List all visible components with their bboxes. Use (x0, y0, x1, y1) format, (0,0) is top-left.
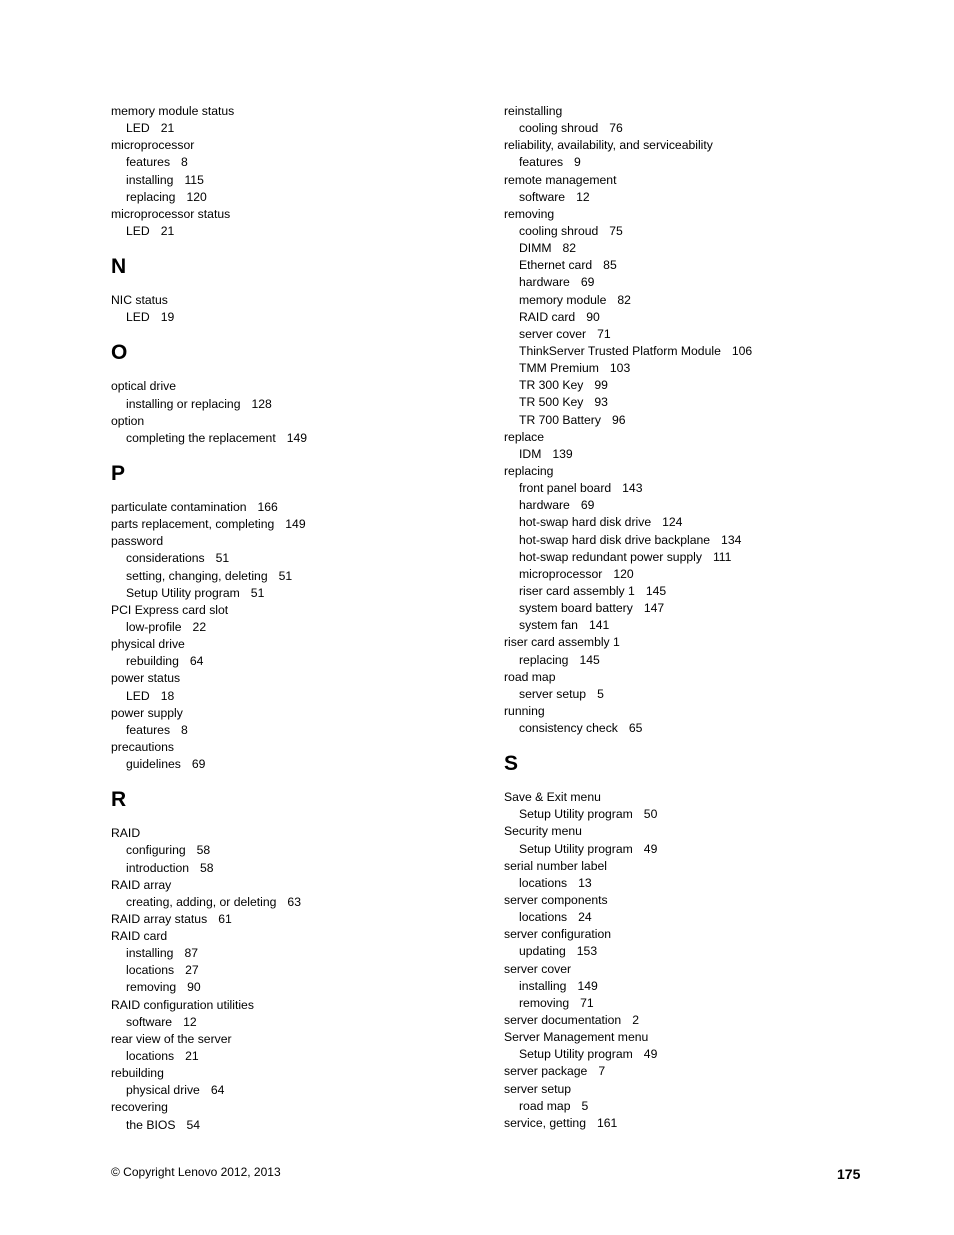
page-reference: 96 (611, 412, 626, 427)
page-reference: 147 (643, 601, 665, 616)
index-term: hot-swap redundant power supply (519, 549, 702, 564)
index-subentry (504, 343, 884, 360)
page-reference: 65 (628, 721, 643, 736)
page-reference: 12 (576, 189, 590, 204)
index-subentry (111, 860, 491, 877)
page-reference: 87 (184, 946, 198, 961)
index-term: precautions (111, 739, 175, 754)
index-entry (111, 378, 491, 395)
index-subentry (111, 223, 491, 240)
index-term: server setup (519, 686, 587, 701)
index-entry (111, 877, 491, 894)
index-subentry (111, 756, 491, 773)
index-term: updating (519, 944, 566, 959)
index-subentry (504, 377, 884, 394)
index-term: Server Management menu (504, 1030, 649, 1045)
index-term: RAID card (111, 929, 168, 944)
page-reference: 51 (278, 568, 293, 583)
index-term: DIMM (519, 241, 552, 256)
index-entry (504, 961, 884, 978)
page-reference: 143 (622, 481, 643, 496)
page-reference: 149 (577, 978, 598, 993)
page-reference: 149 (286, 430, 308, 445)
index-entry (111, 292, 491, 309)
index-term: NIC status (111, 293, 168, 308)
page-reference: 21 (160, 223, 175, 238)
index-entry (504, 1063, 884, 1080)
index-subentry (504, 720, 884, 737)
page-reference: 82 (562, 241, 577, 256)
index-term: microprocessor (519, 566, 603, 581)
index-term: server configuration (504, 927, 612, 942)
index-entry (111, 533, 491, 550)
page-reference: 75 (609, 223, 623, 238)
index-subentry (504, 240, 884, 257)
index-term: creating, adding, or deleting (126, 894, 277, 909)
index-subentry (111, 172, 491, 189)
index-term: server cover (504, 961, 572, 976)
index-subentry (111, 688, 491, 705)
index-column-left (111, 103, 491, 1134)
index-term: microprocessor status (111, 206, 231, 221)
page-reference: 111 (712, 549, 732, 564)
page-reference: 120 (186, 189, 207, 204)
page-reference: 71 (597, 326, 611, 341)
page-reference: 64 (189, 654, 204, 669)
index-term: cooling shroud (519, 121, 599, 136)
index-entry (111, 1099, 491, 1116)
index-term: locations (519, 875, 568, 890)
index-entry (111, 103, 491, 120)
index-term: RAID array status (111, 911, 208, 926)
index-term: LED (126, 121, 150, 136)
index-term: TMM Premium (519, 361, 599, 376)
index-subentry (504, 875, 884, 892)
page-reference: 19 (160, 310, 175, 325)
page-reference: 153 (576, 944, 598, 959)
index-subentry (504, 652, 884, 669)
index-subentry (504, 274, 884, 291)
index-subentry (504, 549, 884, 566)
page-reference: 85 (603, 258, 617, 273)
index-term: replace (504, 429, 544, 444)
index-entry (111, 705, 491, 722)
index-term: optical drive (111, 379, 177, 394)
index-entry (504, 634, 884, 651)
page-reference: 9 (574, 155, 581, 170)
page-reference: 63 (287, 894, 301, 909)
page-reference: 93 (594, 395, 608, 410)
index-subentry (504, 1046, 884, 1063)
index-subentry (111, 653, 491, 670)
index-term: removing (504, 206, 555, 221)
index-term: RAID card (519, 309, 576, 324)
index-term: hardware (519, 498, 570, 513)
index-term: RAID (111, 826, 141, 841)
index-term: the BIOS (126, 1117, 176, 1132)
index-term: power supply (111, 705, 183, 720)
index-subentry (504, 514, 884, 531)
page-reference: 49 (643, 841, 658, 856)
index-subentry (504, 532, 884, 549)
index-subentry (111, 154, 491, 171)
index-subentry (504, 909, 884, 926)
index-term: features (126, 155, 171, 170)
page-reference: 13 (578, 875, 592, 890)
index-subentry (504, 446, 884, 463)
page-reference: 54 (186, 1117, 201, 1132)
index-term: removing (126, 980, 177, 995)
index-term: riser card assembly 1 (519, 583, 635, 598)
index-entry (504, 703, 884, 720)
index-term: password (111, 534, 164, 549)
index-entry (504, 789, 884, 806)
index-term: installing or replacing (126, 396, 241, 411)
page-reference: 58 (196, 843, 211, 858)
index-subentry (504, 978, 884, 995)
index-subentry (111, 1048, 491, 1065)
index-term: physical drive (111, 637, 185, 652)
index-term: memory module (519, 292, 607, 307)
index-subentry (111, 979, 491, 996)
index-subentry (504, 617, 884, 634)
page-reference: 166 (257, 499, 278, 514)
page-reference: 51 (250, 585, 265, 600)
index-entry (111, 911, 491, 928)
index-term: hardware (519, 275, 570, 290)
page-reference: 139 (552, 446, 573, 461)
index-entry (111, 1031, 491, 1048)
index-term: replacing (126, 189, 176, 204)
page-reference: 71 (580, 995, 594, 1010)
index-term: server setup (504, 1081, 572, 1096)
index-term: guidelines (126, 757, 181, 772)
page-reference: 12 (183, 1014, 197, 1029)
index-subentry (111, 568, 491, 585)
index-term: features (126, 722, 171, 737)
index-term: introduction (126, 860, 190, 875)
index-subentry (504, 1098, 884, 1115)
index-term: road map (519, 1098, 571, 1113)
index-term: server package (504, 1064, 588, 1079)
index-term: consistency check (519, 721, 618, 736)
index-term: microprocessor (111, 138, 195, 153)
index-term: locations (126, 1049, 175, 1064)
index-term: Save & Exit menu (504, 790, 601, 805)
page-reference: 50 (643, 807, 658, 822)
index-entry (111, 636, 491, 653)
section-letter: P (111, 461, 126, 485)
index-subentry (504, 189, 884, 206)
index-subentry (111, 189, 491, 206)
index-subentry (504, 257, 884, 274)
page-reference: 103 (609, 361, 631, 376)
index-subentry (504, 292, 884, 309)
index-entry (504, 137, 884, 154)
index-term: Setup Utility program (126, 585, 240, 600)
index-entry (504, 1012, 884, 1029)
index-entry (504, 892, 884, 909)
index-subentry (504, 841, 884, 858)
page-number: 175 (837, 1166, 861, 1182)
index-entry (504, 823, 884, 840)
page-reference: 128 (251, 396, 272, 411)
index-entry (111, 206, 491, 223)
index-subentry (111, 894, 491, 911)
index-subentry (504, 600, 884, 617)
index-subentry (111, 550, 491, 567)
index-subentry (504, 412, 884, 429)
page-reference: 51 (215, 551, 230, 566)
page-reference: 8 (181, 722, 188, 737)
page-reference: 90 (187, 980, 201, 995)
index-term: reliability, availability, and serviceability (504, 138, 713, 153)
index-term: removing (519, 995, 570, 1010)
index-term: remote management (504, 172, 617, 187)
index-entry (111, 137, 491, 154)
index-term: rebuilding (111, 1066, 164, 1081)
page-reference: 134 (721, 532, 742, 547)
index-term: physical drive (126, 1083, 200, 1098)
section-letter: S (504, 752, 519, 776)
index-entry (111, 413, 491, 430)
page-reference: 21 (185, 1049, 199, 1064)
index-term: Setup Utility program (519, 1047, 633, 1062)
index-term: running (504, 703, 545, 718)
index-term: service, getting (504, 1115, 586, 1130)
index-subentry (504, 394, 884, 411)
index-term: configuring (126, 843, 186, 858)
index-subentry (504, 566, 884, 583)
page-reference: 49 (643, 1047, 658, 1062)
page-reference: 161 (596, 1115, 618, 1130)
index-entry (504, 926, 884, 943)
page-reference: 141 (588, 618, 610, 633)
index-subentry (504, 686, 884, 703)
page-reference: 99 (594, 378, 608, 393)
index-subentry (504, 806, 884, 823)
page-reference: 124 (662, 515, 683, 530)
index-term: server cover (519, 326, 587, 341)
section-letter: R (111, 788, 127, 812)
index-term: LED (126, 223, 150, 238)
index-term: locations (126, 963, 175, 978)
index-subentry (111, 396, 491, 413)
index-entry (504, 669, 884, 686)
index-term: serial number label (504, 858, 607, 873)
index-entry (111, 670, 491, 687)
index-term: recovering (111, 1100, 168, 1115)
index-subentry (111, 1082, 491, 1099)
index-term: reinstalling (504, 104, 563, 118)
section-letter: N (111, 255, 127, 279)
index-term: software (126, 1014, 173, 1029)
page-reference: 58 (200, 860, 214, 875)
index-term: replacing (504, 463, 554, 478)
page-reference: 5 (581, 1098, 589, 1113)
index-term: considerations (126, 551, 205, 566)
page-reference: 90 (586, 309, 600, 324)
index-subentry (504, 480, 884, 497)
page-reference: 145 (645, 583, 667, 598)
index-subentry (504, 326, 884, 343)
index-term: ThinkServer Trusted Platform Module (519, 343, 721, 358)
index-term: rear view of the server (111, 1031, 232, 1046)
index-term: cooling shroud (519, 223, 599, 238)
index-subentry (504, 583, 884, 600)
page-reference: 7 (598, 1064, 606, 1079)
index-subentry (111, 1014, 491, 1031)
index-subentry (111, 120, 491, 137)
index-entry (504, 463, 884, 480)
page-reference: 82 (617, 292, 631, 307)
page-reference: 24 (578, 910, 592, 925)
index-term: RAID configuration utilities (111, 997, 254, 1012)
section-letter: O (111, 341, 128, 365)
index-subentry (504, 995, 884, 1012)
index-entry (504, 429, 884, 446)
index-term: particulate contamination (111, 499, 247, 514)
index-subentry (111, 309, 491, 326)
page-reference: 64 (210, 1083, 225, 1098)
index-term: installing (126, 946, 174, 961)
index-subentry (111, 619, 491, 636)
index-entry (504, 1115, 884, 1132)
index-entry (111, 997, 491, 1014)
page-reference: 115 (184, 172, 204, 187)
index-term: low-profile (126, 619, 182, 634)
index-entry (111, 602, 491, 619)
index-subentry (504, 120, 884, 137)
index-term: RAID array (111, 877, 172, 892)
index-term: software (519, 189, 566, 204)
index-term: front panel board (519, 481, 612, 496)
index-subentry (111, 585, 491, 602)
index-term: server documentation (504, 1013, 622, 1028)
index-term: installing (126, 172, 174, 187)
index-entry (111, 739, 491, 756)
index-term: option (111, 413, 145, 428)
index-term: TR 500 Key (519, 395, 584, 410)
index-term: system board battery (519, 601, 633, 616)
page-reference: 69 (580, 498, 595, 513)
index-term: road map (504, 669, 556, 684)
page-reference: 21 (160, 121, 175, 136)
index-subentry (504, 223, 884, 240)
index-term: Ethernet card (519, 258, 593, 273)
index-term: Security menu (504, 824, 582, 839)
page-reference: 5 (597, 686, 604, 701)
index-term: Setup Utility program (519, 841, 633, 856)
index-term: server components (504, 893, 608, 908)
index-subentry (111, 722, 491, 739)
page-reference: 2 (632, 1013, 639, 1028)
index-term: TR 300 Key (519, 378, 584, 393)
index-subentry (504, 154, 884, 171)
index-term: TR 700 Battery (519, 412, 601, 427)
page-reference: 106 (731, 343, 753, 358)
index-entry (111, 825, 491, 842)
index-term: Setup Utility program (519, 807, 633, 822)
index-entry (111, 516, 491, 533)
index-term: hot-swap hard disk drive backplane (519, 532, 711, 547)
page-reference: 22 (192, 619, 207, 634)
page-reference: 69 (191, 757, 206, 772)
index-term: rebuilding (126, 654, 179, 669)
index-subentry (504, 309, 884, 326)
page-reference: 27 (185, 963, 199, 978)
page-reference: 18 (160, 688, 175, 703)
index-subentry (504, 943, 884, 960)
index-term: locations (519, 910, 568, 925)
index-term: installing (519, 978, 567, 993)
index-entry (111, 928, 491, 945)
index-term: LED (126, 310, 150, 325)
index-term: power status (111, 671, 181, 686)
page-reference: 145 (579, 652, 600, 667)
index-subentry (504, 360, 884, 377)
index-subentry (504, 497, 884, 514)
page-reference: 69 (580, 275, 595, 290)
page-reference: 149 (285, 517, 306, 532)
index-term: memory module status (111, 104, 235, 118)
index-column-right (504, 103, 884, 1132)
index-entry (504, 1081, 884, 1098)
page-reference: 61 (218, 911, 232, 926)
index-subentry (111, 842, 491, 859)
index-term: parts replacement, completing (111, 517, 275, 532)
index-subentry (111, 945, 491, 962)
index-entry (504, 206, 884, 223)
page-reference: 8 (181, 155, 188, 170)
index-entry (111, 1065, 491, 1082)
index-subentry (111, 962, 491, 979)
index-entry (504, 103, 884, 120)
index-term: setting, changing, deleting (126, 568, 268, 583)
copyright-notice: © Copyright Lenovo 2012, 2013 (111, 1165, 281, 1179)
index-term: system fan (519, 618, 578, 633)
index-subentry (111, 430, 491, 447)
index-entry (504, 858, 884, 875)
index-entry (504, 172, 884, 189)
index-term: features (519, 155, 564, 170)
index-term: hot-swap hard disk drive (519, 515, 652, 530)
index-entry (504, 1029, 884, 1046)
index-term: LED (126, 688, 150, 703)
index-term: replacing (519, 652, 569, 667)
index-subentry (111, 1117, 491, 1134)
index-term: completing the replacement (126, 430, 276, 445)
index-term: IDM (519, 446, 542, 461)
page-reference: 120 (613, 566, 634, 581)
page-reference: 76 (609, 121, 623, 136)
index-entry (111, 499, 491, 516)
index-term: PCI Express card slot (111, 602, 229, 617)
index-term: riser card assembly 1 (504, 635, 620, 650)
